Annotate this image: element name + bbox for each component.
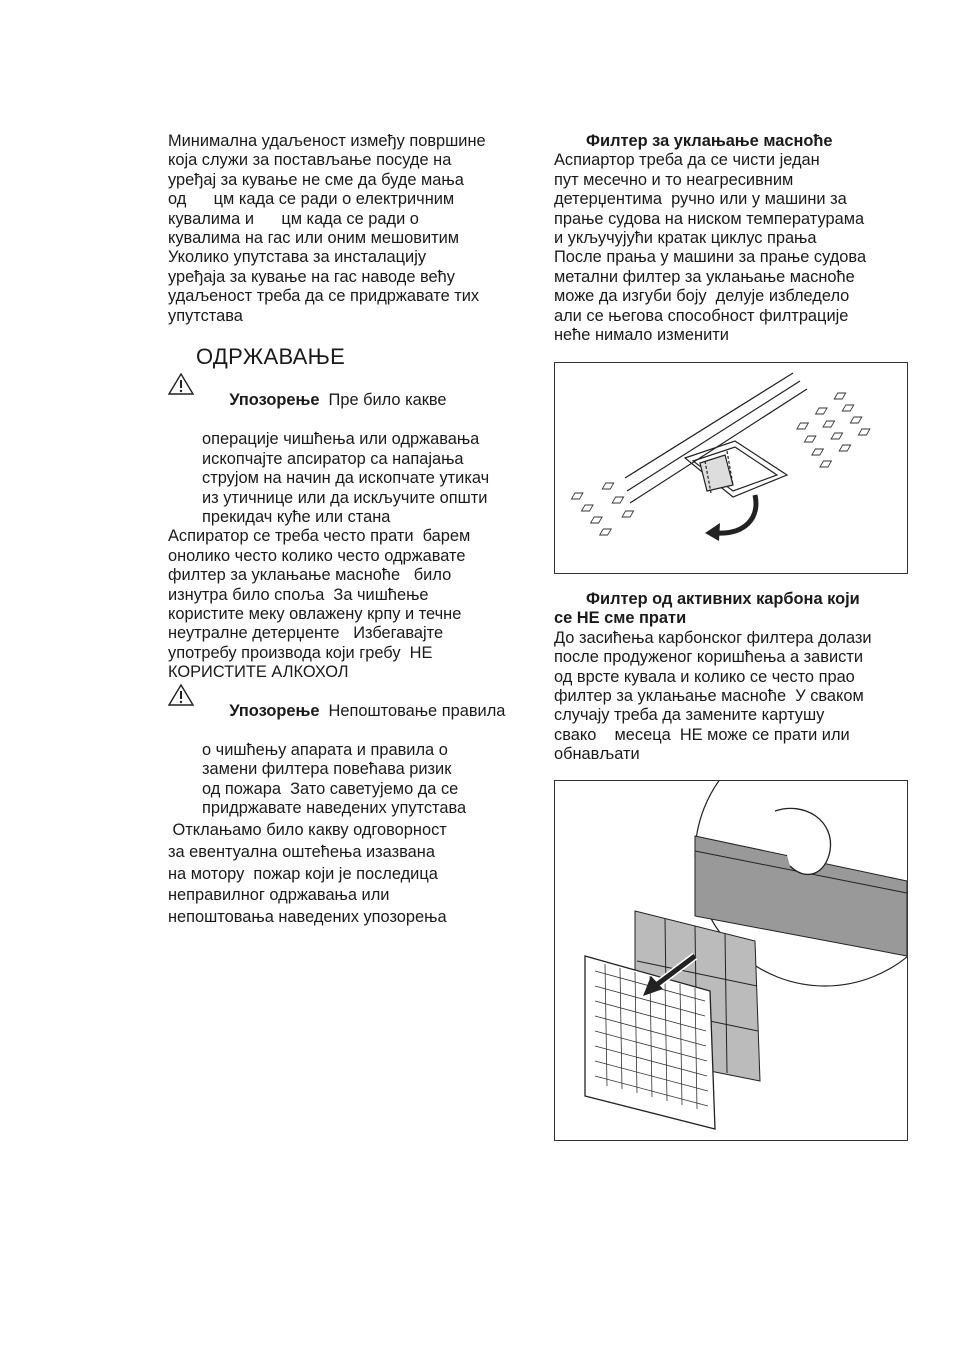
text-line: филтер за уклањање масноће У сваком xyxy=(554,687,864,706)
text-line: из утичнице или да искључите општи xyxy=(202,488,488,507)
text-line: Аспиартор треба да се чисти један xyxy=(554,151,820,170)
carbon-filter-heading: Филтер од активних карбона који xyxy=(586,590,860,608)
text-line: која служи за постављање посуде на xyxy=(168,151,452,170)
text-line: али се његова способност филтрације xyxy=(554,306,849,325)
warning-text: Непоштовање правила xyxy=(319,701,506,720)
grease-filter-drawing xyxy=(555,363,907,573)
text-line: Отклањамо било какву одговорност xyxy=(168,821,447,840)
text-line: Аспиратор се треба често прати барем xyxy=(168,527,471,546)
text-line: неправилног одржавања или xyxy=(168,886,390,905)
text-line: од врсте кувала и колико се често прао xyxy=(554,667,855,686)
text-line: неће нимало изменити xyxy=(554,326,729,345)
warning-text: Пре било какве xyxy=(319,391,447,410)
text-line: случају треба да замените картушу xyxy=(554,706,825,725)
warning-label: Упозорење xyxy=(229,391,320,410)
text-line: о чишћењу апарата и правила о xyxy=(202,740,448,759)
liability-paragraph xyxy=(168,820,528,928)
text-line: пут месечно и то неагресивним xyxy=(554,170,794,189)
text-line: ископчајте апсиратор са напајања xyxy=(202,449,464,468)
text-line: кувалима и цм када се ради о xyxy=(168,209,419,228)
carbon-filter-paragraph xyxy=(554,629,910,765)
text-line: неутралне детерџенте Избегавајте xyxy=(168,624,444,643)
right-column xyxy=(554,132,910,345)
text-line: уређај за кување не сме да буде мања xyxy=(168,170,464,189)
text-line: Минимална удаљеност између површине xyxy=(168,132,486,150)
text-line: за евентуална оштећења изазвана xyxy=(168,843,435,861)
grease-filter-heading: Филтер за уклањање масноће xyxy=(586,132,833,150)
text-line: свако месеца НЕ може се прати или xyxy=(554,725,850,744)
grease-filter-paragraph xyxy=(554,151,910,345)
text-line: користите меку овлажену крпу и течне xyxy=(168,604,462,623)
warning-triangle-icon xyxy=(168,373,194,395)
text-line: струјом на начин да ископчате утикач xyxy=(202,469,490,488)
text-line: прање судова на ниском температурама xyxy=(554,209,865,228)
text-line: Уколико упутстава за инсталацију xyxy=(168,248,427,267)
text-line: од цм када се ради о електричним xyxy=(168,190,455,209)
text-line: До засићења карбонског филтера долази xyxy=(554,628,872,647)
text-line: метални филтер за уклањање масноће xyxy=(554,267,855,286)
carbon-filter-illustration xyxy=(554,780,908,1141)
intro-paragraph xyxy=(168,132,528,326)
carbon-filter-drawing xyxy=(555,781,907,1140)
warning-block-2 xyxy=(168,683,528,819)
left-column xyxy=(168,132,528,928)
text-line: онолико често колико често одржавате xyxy=(168,546,466,565)
grease-filter-illustration xyxy=(554,362,908,574)
section-title: ОДРЖАВАЊЕ xyxy=(196,344,346,370)
text-line: кувалима на гас или оним мешовитим xyxy=(168,229,460,248)
text-line: и укључујући кратак циклус прања xyxy=(554,229,817,248)
text-line: непоштовања наведених упозорења xyxy=(168,907,447,926)
text-line: од пожара Зато саветујемо да се xyxy=(202,779,459,798)
text-line: операције чишћења или одржавања xyxy=(202,430,480,449)
cleaning-paragraph xyxy=(168,527,528,682)
text-line: замени филтера повећава ризик xyxy=(202,760,452,779)
text-line: може да изгуби боју делује избледело xyxy=(554,287,850,306)
carbon-filter-section xyxy=(554,590,910,765)
text-line: филтер за уклањање масноће било xyxy=(168,566,452,585)
text-line: употребу производа који гребу НЕ xyxy=(168,643,433,662)
warning-triangle-icon xyxy=(168,684,194,706)
text-line: после продуженог коришћења а зависти xyxy=(554,648,864,667)
text-line: изнутра било споља За чишћење xyxy=(168,585,429,604)
text-line: уређаја за кување на гас наводе већу xyxy=(168,267,455,286)
carbon-filter-heading: се НЕ сме прати xyxy=(554,609,687,628)
text-line: на мотору пожар који је последица xyxy=(168,864,438,883)
text-line: удаљеност треба да се придржавате тих xyxy=(168,287,480,306)
text-line: КОРИСТИТЕ АЛКОХОЛ xyxy=(168,663,349,682)
text-line: обнављати xyxy=(554,745,640,764)
text-line: упутстава xyxy=(168,306,243,325)
text-line: После прања у машини за прање судова xyxy=(554,248,867,267)
text-line: детерџентима ручно или у машини за xyxy=(554,190,847,209)
text-line: прекидач куће или стана xyxy=(202,507,391,526)
warning-block-1 xyxy=(168,372,528,527)
text-line: придржавате наведених упутстава xyxy=(202,799,467,817)
warning-label: Упозорење xyxy=(229,701,320,720)
